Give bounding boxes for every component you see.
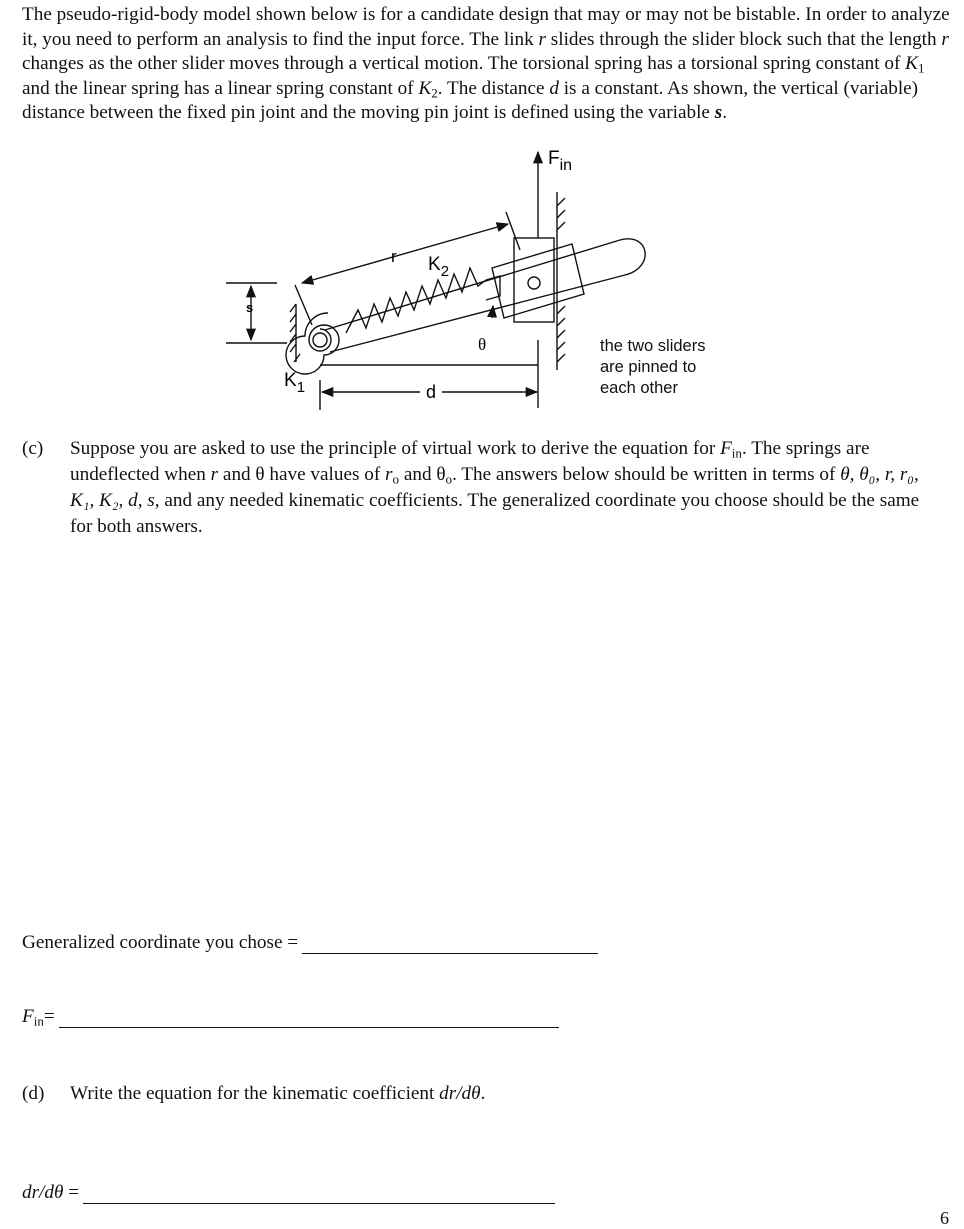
slider-note: the two sliders are pinned to each other bbox=[600, 337, 706, 397]
fin-answer-blank[interactable] bbox=[59, 1007, 559, 1028]
s-label: s bbox=[246, 300, 254, 315]
part-c-label: (c) bbox=[22, 438, 44, 459]
linear-spring-end bbox=[486, 276, 500, 300]
fin-answer bbox=[22, 1006, 559, 1028]
r-dim-arrow bbox=[302, 224, 508, 283]
page-number: 6 bbox=[940, 1208, 949, 1228]
fin-label: $F_{in}$ bbox=[548, 148, 573, 174]
generalized-coordinate-label: Generalized coordinate you chose = bbox=[22, 932, 299, 953]
part-d-label: (d) bbox=[22, 1083, 45, 1104]
drdtheta-answer bbox=[22, 1182, 555, 1204]
guide-hatch bbox=[557, 198, 565, 362]
k1-label: $K_1$ bbox=[284, 370, 306, 396]
r-label: r bbox=[391, 247, 397, 266]
pin-fixed bbox=[313, 333, 327, 347]
d-label: d bbox=[426, 382, 437, 402]
ground-hatch bbox=[290, 304, 300, 362]
drdtheta-answer-label: dr/dθ = bbox=[22, 1182, 80, 1203]
generalized-coordinate-answer bbox=[22, 932, 598, 954]
fin-answer-label: $F_{in}=$ bbox=[22, 1006, 55, 1029]
theta-arc-arrow bbox=[492, 306, 493, 318]
theta-label: θ bbox=[478, 335, 487, 354]
k2-label: $K_2$ bbox=[428, 254, 450, 280]
drdtheta-answer-blank[interactable] bbox=[83, 1183, 555, 1204]
generalized-coordinate-blank[interactable] bbox=[302, 933, 598, 954]
linear-spring bbox=[346, 268, 486, 333]
r-dim-ext1 bbox=[295, 285, 312, 325]
part-d-question: (d) Write the equation for the kinematic coefficient dr/dθ. bbox=[22, 1083, 486, 1104]
intro-paragraph: The pseudo-rigid-body model shown below is for a candidate design that may or may not be bistable. In order to analyze it, you need to perform an analysis to find the input force. The link r slides through the slider block such that the length r changes as the other slider moves through a vertical motion. The torsional spring has a torsional spring constant of $K_1$ and the linear spring has a linear spring constant of $K_2$. The distance d is a constant. As shown, the vertical (variable) distance between the fixed pin joint and the moving pin joint is defined using the variable s. bbox=[22, 4, 950, 124]
part-c-question: (c) Suppose you are asked to use the principle of virtual work to derive the equation for $F_{in}$. The springs are undeflected when r and θ have values of $r_o$ and $\theta_o$. The answers below should be written in terms of θ, θ₀, r, r₀, K₁, K₂, d, s, and any needed kinematic coefficients. The generalized coordinate you choose should be the same for both answers. bbox=[22, 438, 920, 537]
mechanism-diagram bbox=[0, 140, 964, 420]
r-dim-ext2 bbox=[506, 212, 520, 250]
pin-moving bbox=[528, 277, 540, 289]
